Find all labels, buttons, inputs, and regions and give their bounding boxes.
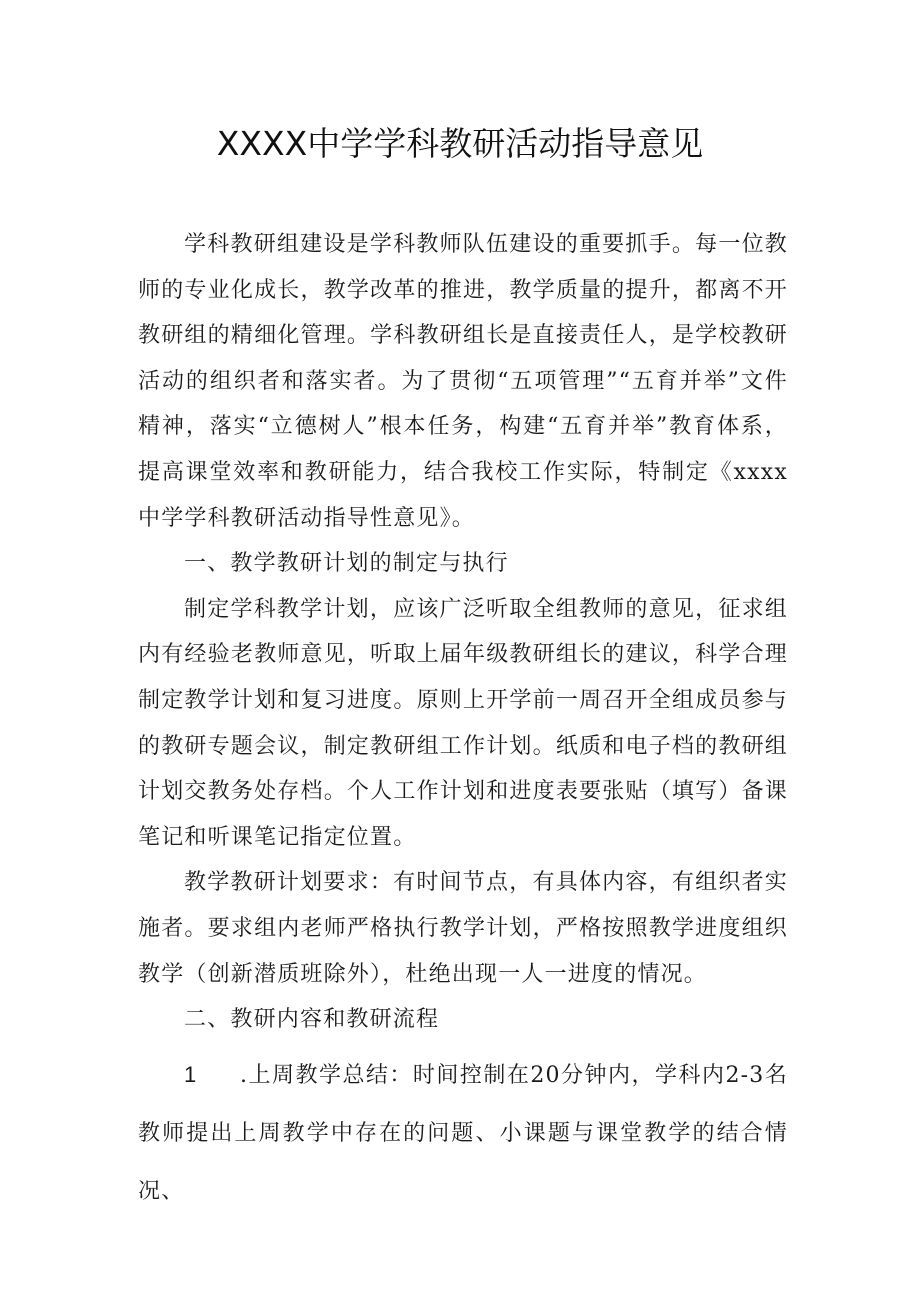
- section-heading-1: 一、教学教研计划的制定与执行: [184, 551, 509, 577]
- section-heading-2: 二、教研内容和教研流程: [184, 1007, 440, 1033]
- document-body: [138, 222, 788, 1221]
- item-text: .上周教学总结：时间控制在20分钟内，学科内2-3名教师提出上周教学中存在的问题、小课题与课堂教学的结合情况、: [138, 1062, 788, 1204]
- numbered-item-1: [138, 1046, 788, 1221]
- plan-paragraph: 制定学科教学计划，应该广泛听取全组教师的意见，征求组内有经验老教师意见，听取上届年级教研组长的建议，科学合理制定教学计划和复习进度。原则上开学前一周召开全组成员参与的教研专题会议，制定教研组工作计划。纸质和电子档的教研组计划交教务处存档。个人工作计划和进度表要张贴（填写）备课笔记和听课笔记指定位置。: [138, 596, 788, 850]
- plan-requirements-paragraph: 教学教研计划要求：有时间节点，有具体内容，有组织者实施者。要求组内老师严格执行教学计划，严格按照教学进度组织教学（创新潜质班除外），杜绝出现一人一进度的情况。: [138, 870, 788, 987]
- document-title: XXXX中学学科教研活动指导意见: [216, 124, 704, 163]
- intro-paragraph: 学科教研组建设是学科教师队伍建设的重要抓手。每一位教师的专业化成长，教学改革的推进，教学质量的提升，都离不开教研组的精细化管理。学科教研组长是直接责任人，是学校教研活动的组织者和落实者。为了贯彻“五项管理”“五育并举”文件精神，落实“立德树人”根本任务，构建“五育并举”教育体系，提高课堂效率和教研能力，结合我校工作实际，特制定《xxxx中学学科教研活动指导性意见》。: [138, 232, 788, 531]
- item-number: 1: [184, 1061, 198, 1087]
